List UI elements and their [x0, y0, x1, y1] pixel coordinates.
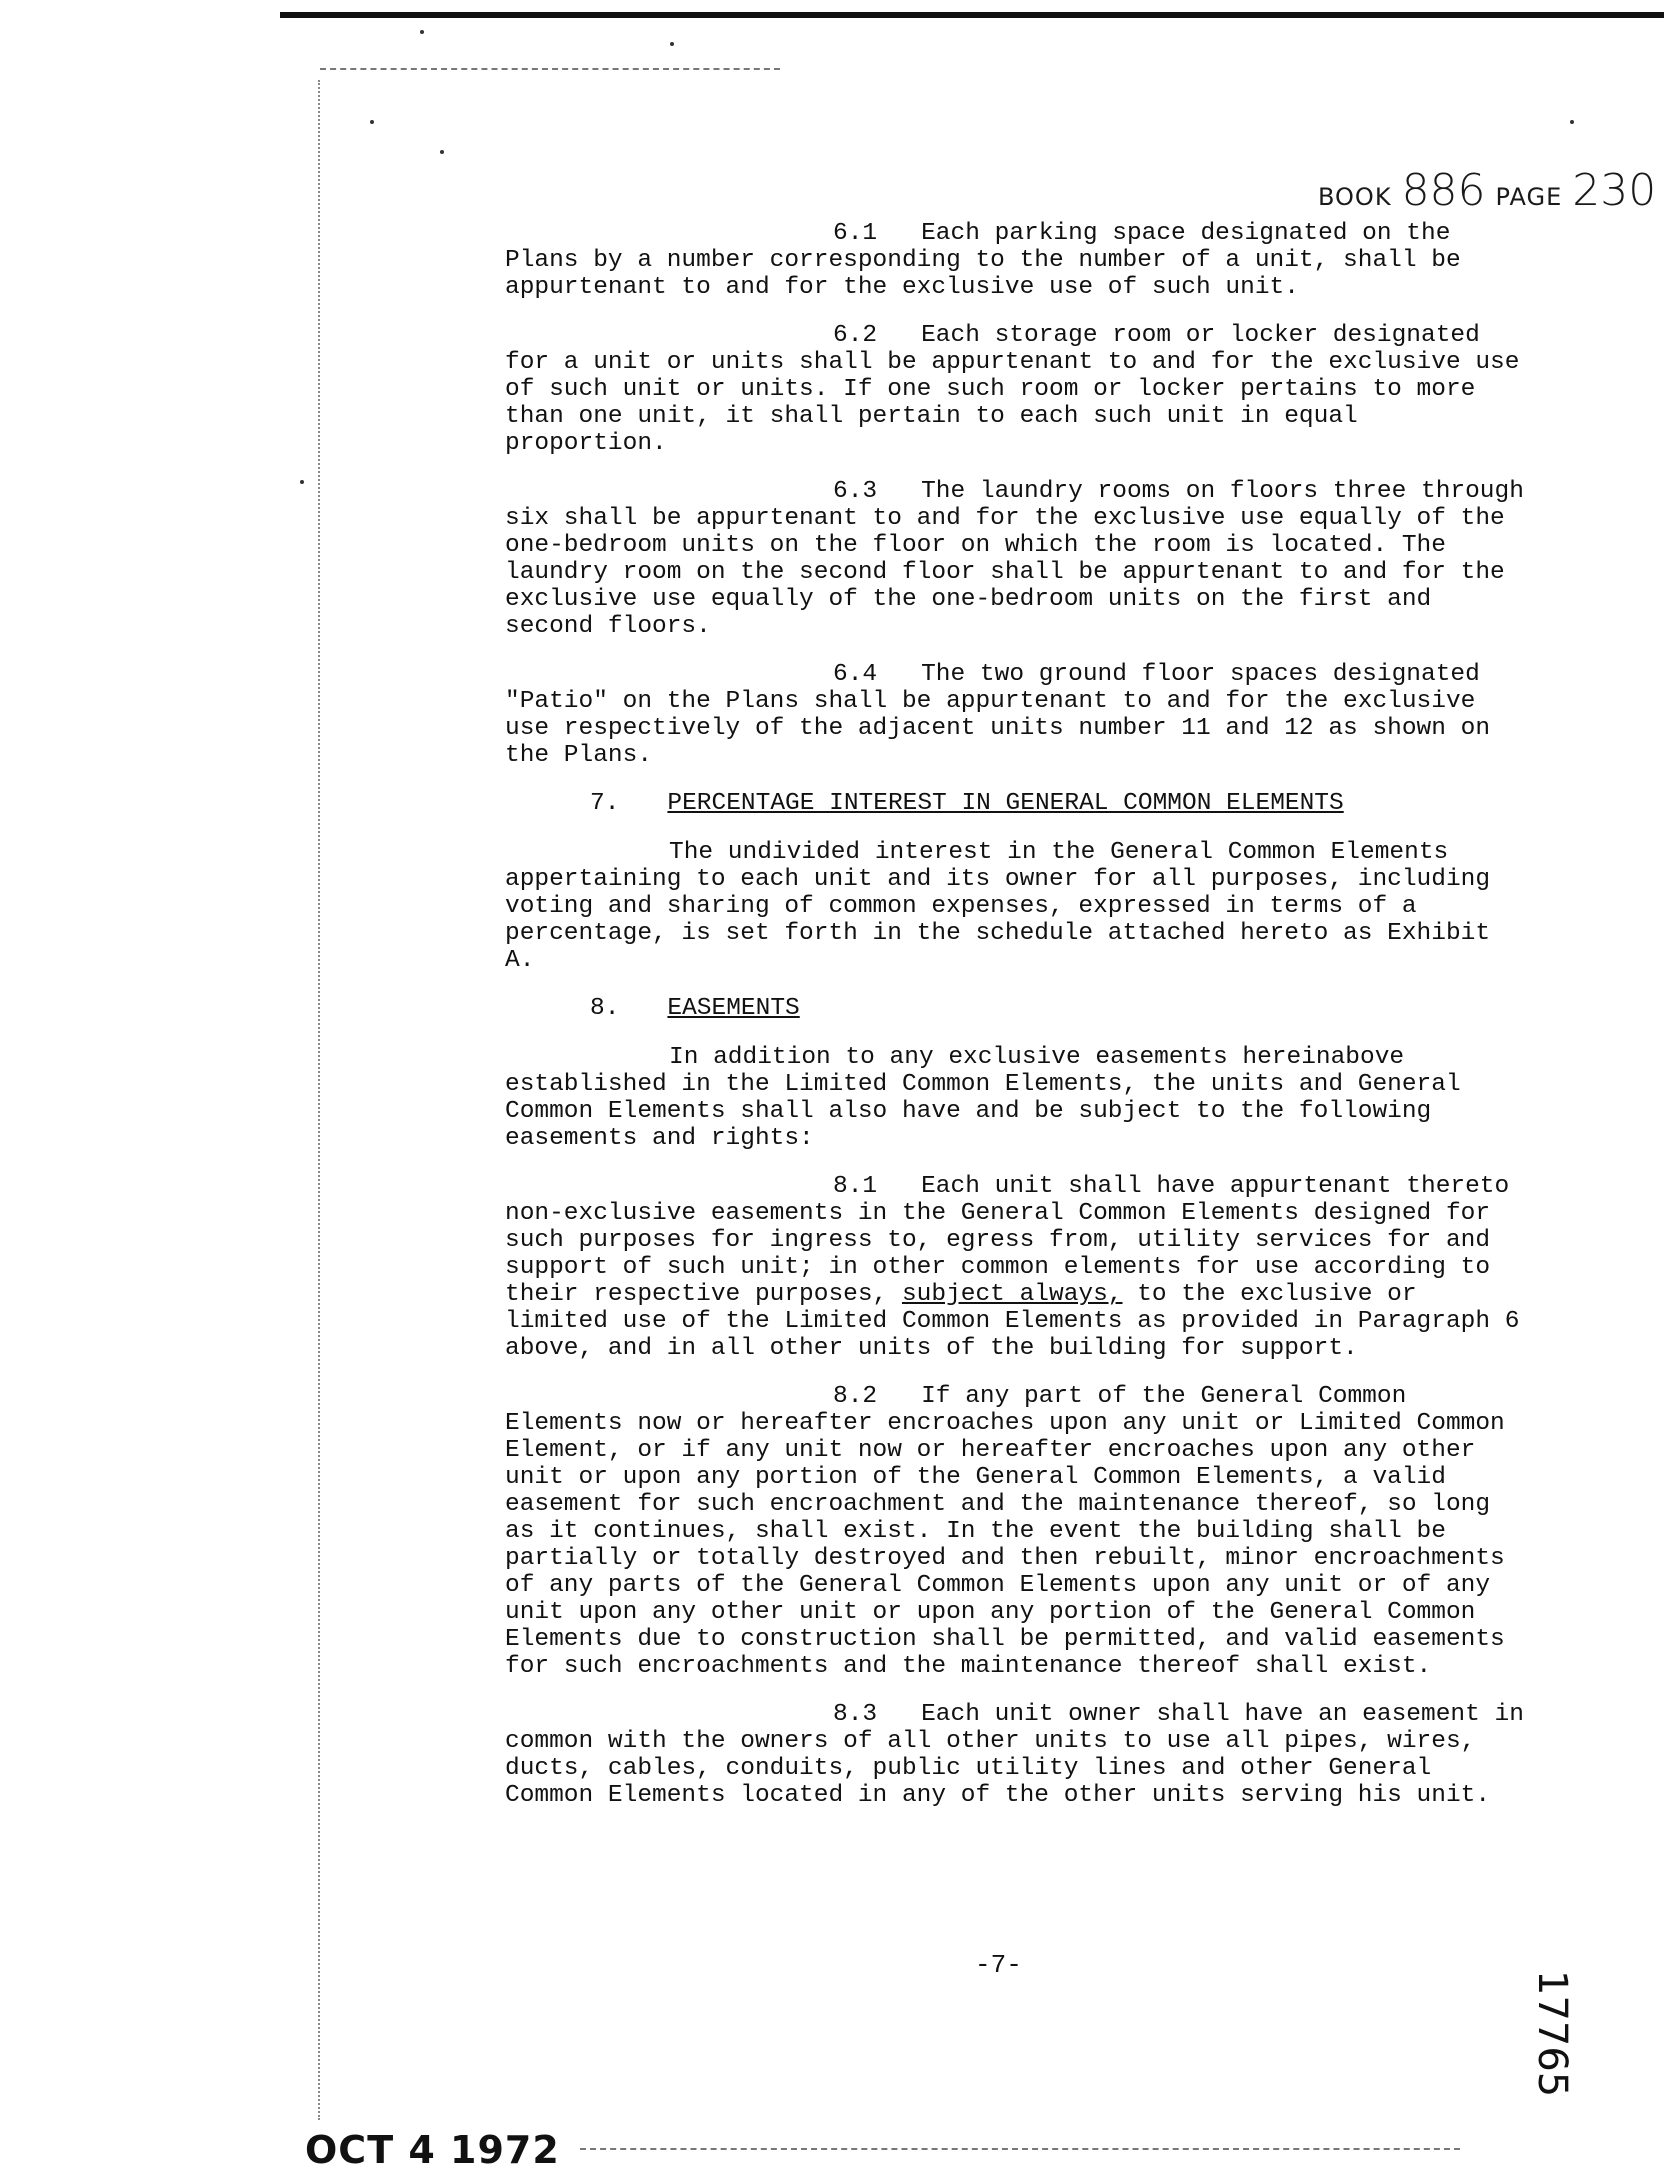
- section-title: PERCENTAGE INTEREST IN GENERAL COMMON ELEMENTS: [667, 790, 1344, 817]
- paragraph-8-3: [505, 1701, 1525, 1809]
- section-number: 6.4: [833, 661, 878, 688]
- paragraph-text: The undivided interest in the General Common Elements appertaining to each unit and its owner for all purposes, including voting and sharing of common expenses, expressed in terms of a percentage, is set forth in the schedule attached hereto as Exhibit A.: [505, 839, 1491, 974]
- scan-dash-bottom: [580, 2148, 1460, 2150]
- paragraph-text-continued: to the exclusive or limited use of the Limited Common Elements as provided in Paragraph 6 above, and in all other units of the building for support.: [505, 1281, 1520, 1362]
- book-label: BOOK: [1318, 183, 1392, 211]
- paragraph-7: [505, 839, 1525, 974]
- section-number: 8.3: [833, 1701, 878, 1728]
- scan-speck: [420, 30, 424, 34]
- paragraph-text: Each unit owner shall have an easement in common with the owners of all other units to use all pipes, wires, ducts, cables, conduits, public utility lines and other General Common Elements located in any of the other units serving his unit.: [505, 1701, 1524, 1809]
- paragraph-text: The two ground floor spaces designated "Patio" on the Plans shall be appurtenant to and for the exclusive use respectively of the adjacent units number 11 and 12 as shown on the Plans.: [505, 661, 1491, 769]
- paragraph-6-4: [505, 661, 1525, 769]
- paragraph-text: Each parking space designated on the Plans by a number corresponding to the number of a unit, shall be appurtenant to and for the exclusive use of such unit.: [505, 220, 1461, 301]
- scan-speck: [670, 42, 674, 46]
- paragraph-6-2: [505, 322, 1525, 457]
- scan-speck: [440, 150, 444, 154]
- underlined-phrase: subject always,: [901, 1281, 1123, 1308]
- scan-speck: [1570, 120, 1574, 124]
- date-stamp: OCT 4 1972: [305, 2128, 560, 2172]
- paragraph-text: If any part of the General Common Elements now or hereafter encroaches upon any unit or Limited Common Element, or if any unit now or hereafter encroaches upon any other unit or upon any portion of the General Common Elements, a valid easement for such encroachment and the maintenance thereof, so long as it continues, shall exist. In the event the building shall be partially or totally destroyed and then rebuilt, minor encroachments of any parts of the General Common Elements upon any unit or of any unit upon any other unit or upon any portion of the General Common Elements due to construction shall be permitted, and valid easements for such encroachments and the maintenance thereof shall exist.: [505, 1383, 1505, 1680]
- paragraph-text: Each unit shall have appurtenant thereto non-exclusive easements in the General Common Elements designed for such purposes for ingress to, egress from, utility services for and support of such unit; in other common elements for use according to their respective purposes,: [505, 1173, 1510, 1308]
- paragraph-6-1: [505, 220, 1525, 301]
- scan-speck: [370, 120, 374, 124]
- paragraph-8-1: [505, 1173, 1525, 1362]
- heading-8: [590, 995, 1525, 1022]
- top-border-rule: [280, 12, 1664, 18]
- heading-7: [590, 790, 1525, 817]
- scan-dash-top: [320, 68, 780, 70]
- stamp-page-number: 230: [1572, 165, 1657, 216]
- section-number: 7.: [590, 790, 620, 817]
- paragraph-8: [505, 1044, 1525, 1152]
- scan-speck: [300, 480, 304, 484]
- section-number: 8.: [590, 995, 620, 1022]
- page-label: PAGE: [1495, 183, 1563, 211]
- section-number: 6.2: [833, 322, 878, 349]
- filing-stamp: [1505, 1960, 1595, 2110]
- section-number: 8.2: [833, 1383, 878, 1410]
- paragraph-text: In addition to any exclusive easements hereinabove established in the Limited Common Elements, the units and General Common Elements shall also have and be subject to the following easements and rights:: [505, 1044, 1461, 1152]
- book-page-stamp: [1318, 165, 1656, 216]
- paragraph-text: Each storage room or locker designated for a unit or units shall be appurtenant to and for the exclusive use of such unit or units. If one such room or locker pertains to more than one unit, it shall pertain to each such unit in equal proportion.: [505, 322, 1520, 457]
- paragraph-8-2: [505, 1383, 1525, 1680]
- section-title: EASEMENTS: [667, 995, 800, 1022]
- section-number: 6.1: [833, 220, 878, 247]
- filing-number: 17765: [1529, 1970, 1575, 2098]
- section-number: 6.3: [833, 478, 878, 505]
- section-number: 8.1: [833, 1173, 878, 1200]
- paragraph-6-3: [505, 478, 1525, 640]
- paragraph-text: The laundry rooms on floors three through six shall be appurtenant to and for the exclusive use equally of the one-bedroom units on the floor on which the room is located. The laundry room on the second floor shall be appurtenant to and for the exclusive use equally of the one-bedroom units on the first and second floors.: [505, 478, 1524, 640]
- page-number: -7-: [975, 1950, 1022, 1980]
- book-number: 886: [1401, 165, 1486, 216]
- left-margin-line: [318, 80, 320, 2120]
- document-body: [505, 220, 1525, 1830]
